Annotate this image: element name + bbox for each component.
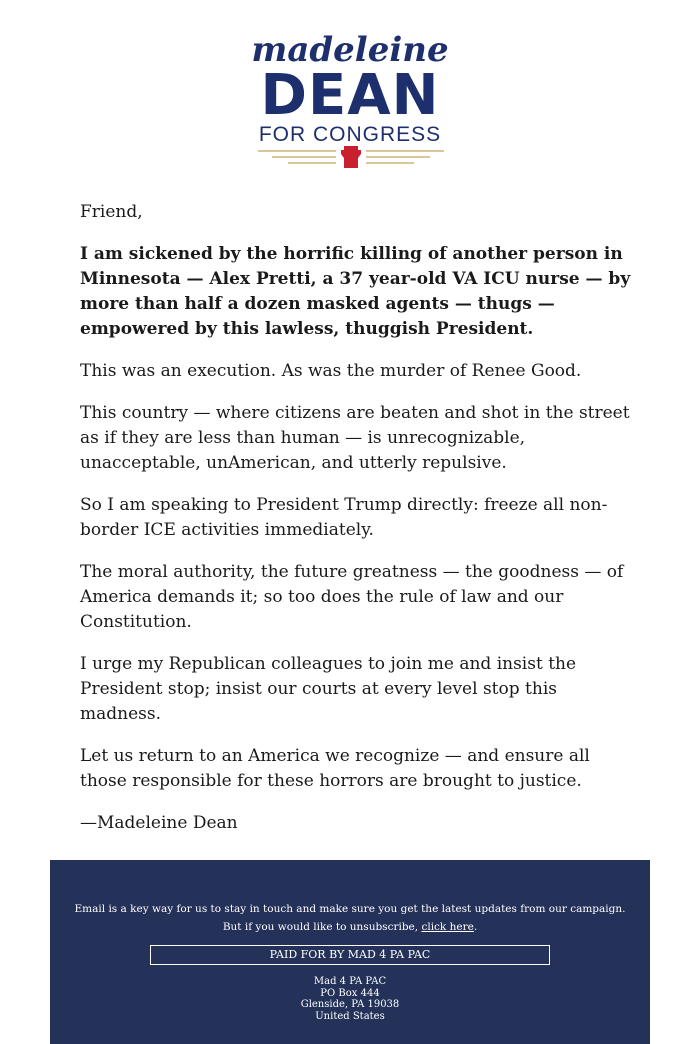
unsubscribe-link[interactable]: click here — [421, 921, 474, 933]
address-line: United States — [315, 1010, 385, 1022]
body-paragraph: Let us return to an America we recognize — and ensure all those responsible for these horrors are brought to justice. — [80, 746, 590, 791]
paid-for-disclaimer: PAID FOR BY MAD 4 PA PAC — [150, 945, 550, 965]
address-line: Mad 4 PA PAC — [313, 976, 387, 987]
unsubscribe-suffix: . — [473, 921, 478, 933]
letter-body — [80, 200, 635, 853]
mailing-address — [50, 976, 650, 1022]
logo-script-text: madeleine — [251, 30, 449, 70]
signature: —Madeleine Dean — [80, 813, 238, 833]
campaign-logo — [250, 28, 450, 178]
body-paragraph: This country — where citizens are beaten and shot in the street as if they are less than human — is unrecognizable, unacceptable, unAmerican, and utterly repulsive. — [80, 403, 630, 473]
unsubscribe-prefix: But if you would like to unsubscribe, — [222, 921, 419, 933]
body-paragraph: I urge my Republican colleagues to join me and insist the President stop; insist our courts at every level stop this madness. — [80, 654, 577, 724]
keystone-rule-icon — [258, 146, 444, 170]
logo-subtitle-text: FOR CONGRESS — [258, 123, 442, 146]
logo-name-text: DEAN — [260, 63, 440, 128]
lead-paragraph: I am sickened by the horrific killing of another person in Minnesota — Alex Pretti, a 37 year-old VA ICU nurse — by more than half a dozen masked agents — thugs — empowered by this lawless, thuggish President. — [80, 244, 631, 339]
body-paragraph: The moral authority, the future greatness — the goodness — of America demands it; so too does the rule of law and our Constitution. — [80, 562, 624, 632]
email-footer — [50, 860, 650, 1044]
body-paragraph: So I am speaking to President Trump directly: freeze all non-border ICE activities immediately. — [80, 495, 608, 540]
footer-line-2 — [50, 918, 650, 936]
body-paragraph: This was an execution. As was the murder of Renee Good. — [80, 361, 582, 381]
footer-note — [50, 900, 650, 936]
address-line: PO Box 444 — [320, 987, 380, 999]
address-line: Glenside, PA 19038 — [300, 999, 400, 1010]
footer-line-1: Email is a key way for us to stay in touch and make sure you get the latest updates from our campaign. — [74, 903, 626, 915]
greeting: Friend, — [80, 202, 143, 222]
